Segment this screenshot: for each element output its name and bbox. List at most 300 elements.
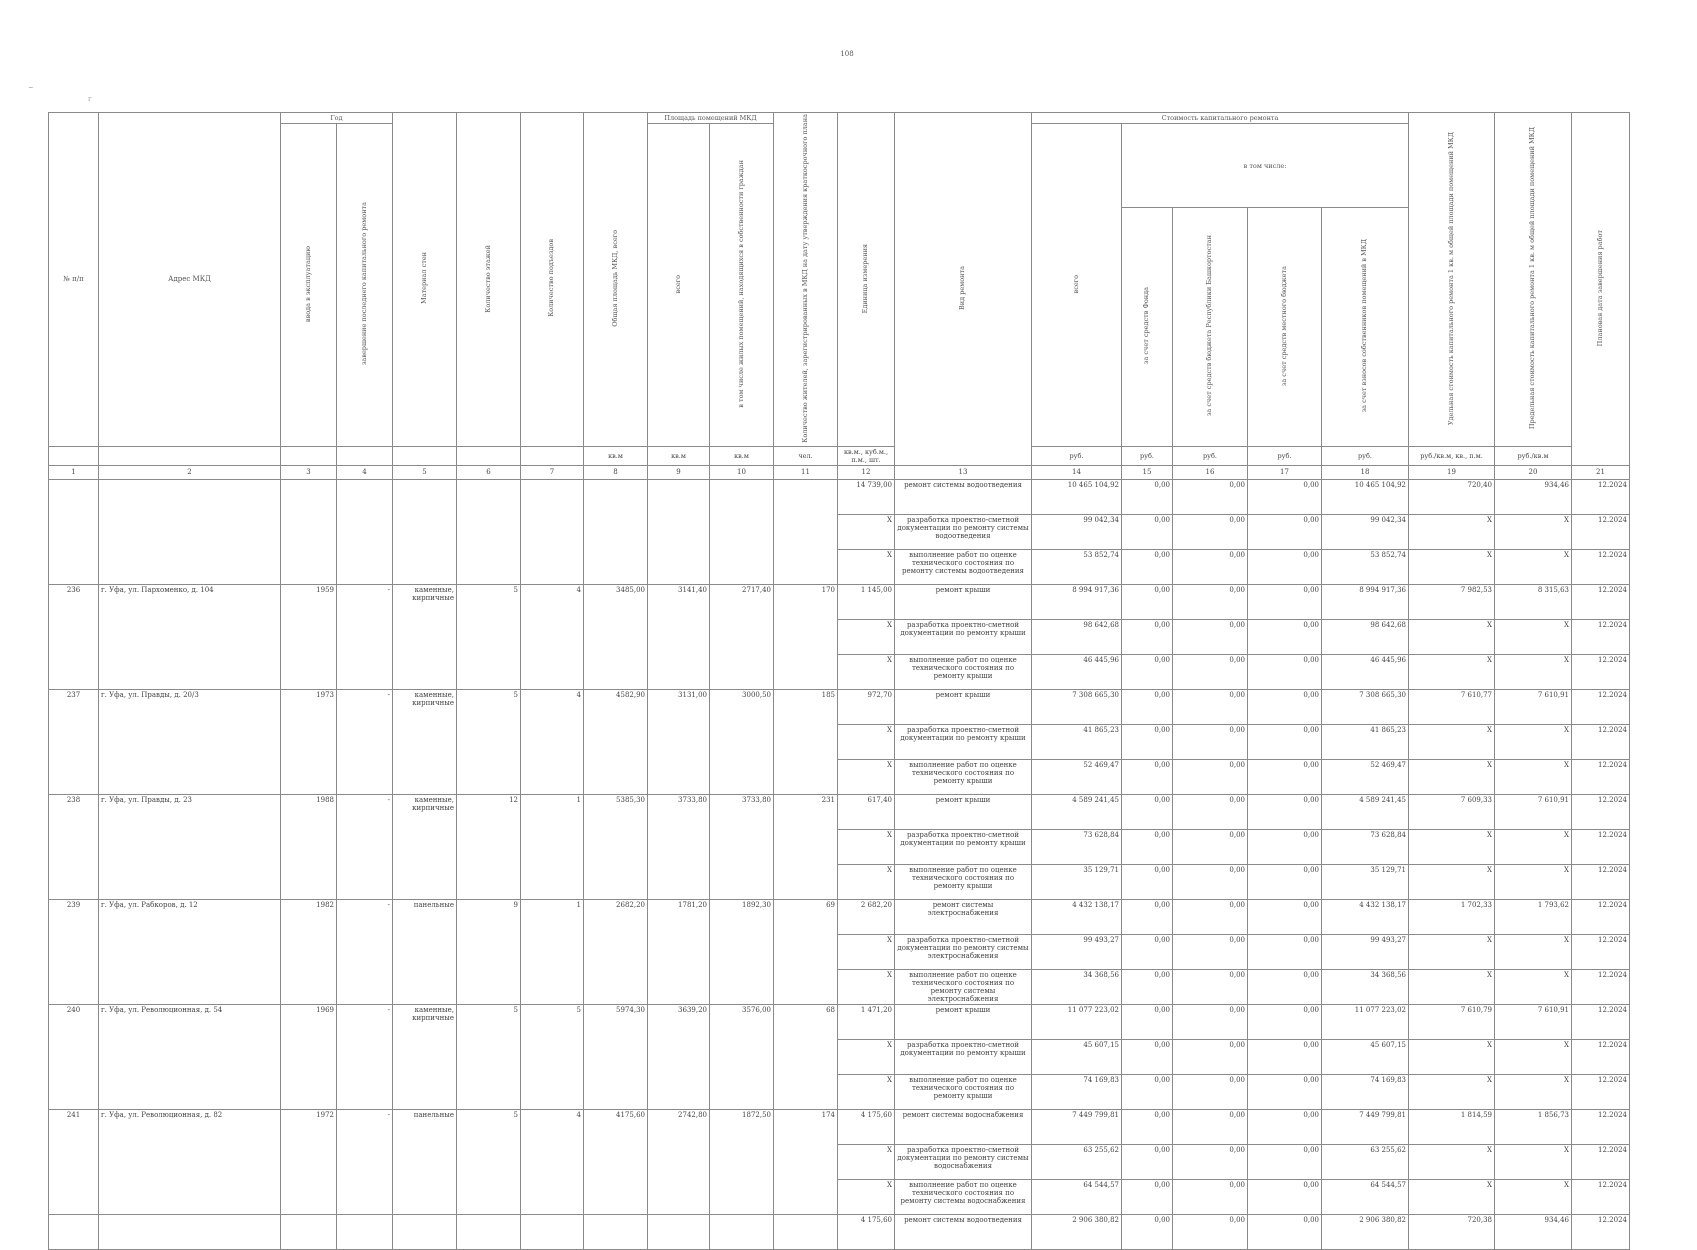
date-cell: 12.2024 — [1572, 1109, 1630, 1144]
living-cell: 1872,50 — [710, 1109, 774, 1214]
fund-cost-cell: 0,00 — [1122, 864, 1173, 899]
unit-value-cell: X — [838, 619, 895, 654]
limit-cost-cell: 7 610,91 — [1495, 794, 1572, 829]
rb-cost-cell: 0,00 — [1173, 794, 1248, 829]
owners-cost-cell: 35 129,71 — [1322, 864, 1409, 899]
last-repair-cell: - — [337, 584, 393, 689]
date-cell: 12.2024 — [1572, 1179, 1630, 1214]
local-cost-cell: 0,00 — [1248, 829, 1322, 864]
work-type-cell: ремонт системы водоотведения — [895, 479, 1032, 514]
year-cell: 1969 — [281, 1004, 337, 1109]
rb-cost-cell: 0,00 — [1173, 724, 1248, 759]
residents-cell — [774, 1214, 838, 1249]
total-cost-cell: 11 077 223,02 — [1032, 1004, 1122, 1039]
column-number: 5 — [393, 465, 457, 479]
unit-value-cell: 4 175,60 — [838, 1109, 895, 1144]
rb-cost-cell: 0,00 — [1173, 1109, 1248, 1144]
living-cell: 1892,30 — [710, 899, 774, 1004]
column-number: 8 — [584, 465, 648, 479]
entrances-cell — [521, 479, 584, 584]
date-cell: 12.2024 — [1572, 549, 1630, 584]
year-cell: 1988 — [281, 794, 337, 899]
last-repair-cell: - — [337, 794, 393, 899]
limit-cost-cell: 7 610,91 — [1495, 689, 1572, 724]
unit-cell: руб. — [1122, 446, 1173, 465]
unit-cost-cell: X — [1409, 969, 1495, 1004]
unit-cost-cell: X — [1409, 934, 1495, 969]
total-cost-cell: 4 589 241,45 — [1032, 794, 1122, 829]
date-cell: 12.2024 — [1572, 1074, 1630, 1109]
rb-cost-cell: 0,00 — [1173, 934, 1248, 969]
local-cost-cell: 0,00 — [1248, 1144, 1322, 1179]
header-cost-group: Стоимость капитального ремонта — [1032, 113, 1409, 124]
table-row — [49, 899, 1630, 934]
rb-cost-cell: 0,00 — [1173, 829, 1248, 864]
residents-cell: 170 — [774, 584, 838, 689]
unit-value-cell: X — [838, 934, 895, 969]
date-cell: 12.2024 — [1572, 899, 1630, 934]
fund-cost-cell: 0,00 — [1122, 934, 1173, 969]
unit-value-cell: X — [838, 1179, 895, 1214]
fund-cost-cell: 0,00 — [1122, 479, 1173, 514]
date-cell: 12.2024 — [1572, 724, 1630, 759]
unit-value-cell: X — [838, 1039, 895, 1074]
address-cell: г. Уфа, ул. Пархоменко, д. 104 — [99, 584, 281, 689]
rb-cost-cell: 0,00 — [1173, 1179, 1248, 1214]
total-cost-cell: 99 042,34 — [1032, 514, 1122, 549]
header-unit-cost: Удельная стоимость капитального ремонта 1 кв. м общей площади помещений МКД — [1409, 113, 1495, 447]
limit-cost-cell: X — [1495, 1039, 1572, 1074]
date-cell: 12.2024 — [1572, 759, 1630, 794]
last-repair-cell: - — [337, 899, 393, 1004]
floors-cell: 5 — [457, 584, 521, 689]
rb-cost-cell: 0,00 — [1173, 1074, 1248, 1109]
unit-cell: руб. — [1032, 446, 1122, 465]
walls-cell — [393, 1214, 457, 1249]
unit-value-cell: X — [838, 1074, 895, 1109]
unit-cost-cell: 720,40 — [1409, 479, 1495, 514]
walls-cell: каменные, кирпичные — [393, 689, 457, 794]
unit-cost-cell: 7 609,33 — [1409, 794, 1495, 829]
rb-cost-cell: 0,00 — [1173, 514, 1248, 549]
total-cost-cell: 4 432 138,17 — [1032, 899, 1122, 934]
living-cell — [710, 479, 774, 584]
unit-cell: чел. — [774, 446, 838, 465]
owners-cost-cell: 53 852,74 — [1322, 549, 1409, 584]
walls-cell — [393, 479, 457, 584]
rb-cost-cell: 0,00 — [1173, 584, 1248, 619]
area-cell: 4582,90 — [584, 689, 648, 794]
table-row — [49, 1004, 1630, 1039]
rb-cost-cell: 0,00 — [1173, 864, 1248, 899]
work-type-cell: выполнение работ по оценке технического состояния по ремонту крыши — [895, 864, 1032, 899]
floors-cell: 5 — [457, 1004, 521, 1109]
owners-cost-cell: 45 607,15 — [1322, 1039, 1409, 1074]
last-repair-cell — [337, 1214, 393, 1249]
owners-cost-cell: 8 994 917,36 — [1322, 584, 1409, 619]
work-type-cell: выполнение работ по оценке технического состояния по ремонту крыши — [895, 759, 1032, 794]
local-cost-cell: 0,00 — [1248, 514, 1322, 549]
total-cost-cell: 10 465 104,92 — [1032, 479, 1122, 514]
year-cell — [281, 1214, 337, 1249]
local-cost-cell: 0,00 — [1248, 1179, 1322, 1214]
header-local-budget: за счет средств местного бюджета — [1248, 208, 1322, 447]
residents-cell: 174 — [774, 1109, 838, 1214]
column-number: 3 — [281, 465, 337, 479]
owners-cost-cell: 74 169,83 — [1322, 1074, 1409, 1109]
unit-cell: руб. — [1173, 446, 1248, 465]
unit-cost-cell: X — [1409, 514, 1495, 549]
date-cell: 12.2024 — [1572, 1214, 1630, 1249]
fund-cost-cell: 0,00 — [1122, 759, 1173, 794]
row-number — [49, 1214, 99, 1249]
header-cost-including: в том числе: — [1122, 124, 1409, 208]
last-repair-cell: - — [337, 689, 393, 794]
total-cost-cell: 7 449 799,81 — [1032, 1109, 1122, 1144]
date-cell: 12.2024 — [1572, 864, 1630, 899]
column-number: 10 — [710, 465, 774, 479]
rb-cost-cell: 0,00 — [1173, 1004, 1248, 1039]
last-repair-cell — [337, 479, 393, 584]
owners-cost-cell: 7 449 799,81 — [1322, 1109, 1409, 1144]
owners-cost-cell: 4 589 241,45 — [1322, 794, 1409, 829]
unit-value-cell: 4 175,60 — [838, 1214, 895, 1249]
floors-cell: 5 — [457, 689, 521, 794]
address-cell — [99, 479, 281, 584]
address-cell: г. Уфа, ул. Рабкоров, д. 12 — [99, 899, 281, 1004]
unit-cell: кв.м., куб.м., п.м., шт. — [838, 446, 895, 465]
owners-cost-cell: 4 432 138,17 — [1322, 899, 1409, 934]
limit-cost-cell: X — [1495, 619, 1572, 654]
local-cost-cell: 0,00 — [1248, 584, 1322, 619]
header-cost-total: всего — [1032, 124, 1122, 447]
work-type-cell: ремонт крыши — [895, 794, 1032, 829]
local-cost-cell: 0,00 — [1248, 654, 1322, 689]
entrances-cell: 4 — [521, 1109, 584, 1214]
header-fund: за счет средств Фонда — [1122, 208, 1173, 447]
work-type-cell: ремонт крыши — [895, 689, 1032, 724]
row-number — [49, 479, 99, 584]
owners-cost-cell: 63 255,62 — [1322, 1144, 1409, 1179]
limit-cost-cell: X — [1495, 724, 1572, 759]
unit-cost-cell: X — [1409, 829, 1495, 864]
local-cost-cell: 0,00 — [1248, 1109, 1322, 1144]
floors-cell — [457, 479, 521, 584]
work-type-cell: выполнение работ по оценке технического состояния по ремонту крыши — [895, 654, 1032, 689]
total-cost-cell: 74 169,83 — [1032, 1074, 1122, 1109]
area-cell: 4175,60 — [584, 1109, 648, 1214]
local-cost-cell: 0,00 — [1248, 549, 1322, 584]
header-area-group: Площадь помещений МКД — [648, 113, 774, 124]
capital-repair-table-sheet — [48, 112, 1630, 1250]
local-cost-cell: 0,00 — [1248, 794, 1322, 829]
work-type-cell: ремонт крыши — [895, 1004, 1032, 1039]
unit-value-cell: X — [838, 829, 895, 864]
owners-cost-cell: 98 642,68 — [1322, 619, 1409, 654]
table-row — [49, 479, 1630, 514]
entrances-cell: 4 — [521, 689, 584, 794]
rb-cost-cell: 0,00 — [1173, 654, 1248, 689]
row-number: 238 — [49, 794, 99, 899]
local-cost-cell: 0,00 — [1248, 689, 1322, 724]
fund-cost-cell: 0,00 — [1122, 584, 1173, 619]
date-cell: 12.2024 — [1572, 514, 1630, 549]
area-cell: 3485,00 — [584, 584, 648, 689]
rb-cost-cell: 0,00 — [1173, 549, 1248, 584]
fund-cost-cell: 0,00 — [1122, 1039, 1173, 1074]
limit-cost-cell: X — [1495, 829, 1572, 864]
local-cost-cell: 0,00 — [1248, 1004, 1322, 1039]
date-cell: 12.2024 — [1572, 584, 1630, 619]
column-number: 4 — [337, 465, 393, 479]
fund-cost-cell: 0,00 — [1122, 514, 1173, 549]
unit-cost-cell: X — [1409, 759, 1495, 794]
table-row — [49, 584, 1630, 619]
unit-cost-cell: X — [1409, 654, 1495, 689]
unit-cost-cell: X — [1409, 619, 1495, 654]
header-limit-cost: Предельная стоимость капитального ремонта 1 кв. м общей площади помещений МКД — [1495, 113, 1572, 447]
header-work-type: Вид ремонта — [895, 113, 1032, 466]
fund-cost-cell: 0,00 — [1122, 549, 1173, 584]
row-number: 241 — [49, 1109, 99, 1214]
column-number: 17 — [1248, 465, 1322, 479]
total-cost-cell: 99 493,27 — [1032, 934, 1122, 969]
column-number: 7 — [521, 465, 584, 479]
fund-cost-cell: 0,00 — [1122, 969, 1173, 1004]
living-cell — [710, 1214, 774, 1249]
address-cell: г. Уфа, ул. Правды, д. 20/3 — [99, 689, 281, 794]
column-number: 2 — [99, 465, 281, 479]
column-number: 13 — [895, 465, 1032, 479]
owners-cost-cell: 11 077 223,02 — [1322, 1004, 1409, 1039]
unit-value-cell: X — [838, 969, 895, 1004]
total-cost-cell: 35 129,71 — [1032, 864, 1122, 899]
fund-cost-cell: 0,00 — [1122, 899, 1173, 934]
table-row — [49, 794, 1630, 829]
unit-value-cell: X — [838, 864, 895, 899]
rb-cost-cell: 0,00 — [1173, 759, 1248, 794]
year-cell: 1972 — [281, 1109, 337, 1214]
owners-cost-cell: 46 445,96 — [1322, 654, 1409, 689]
living-cell: 2717,40 — [710, 584, 774, 689]
owners-cost-cell: 10 465 104,92 — [1322, 479, 1409, 514]
total-cost-cell: 98 642,68 — [1032, 619, 1122, 654]
local-cost-cell: 0,00 — [1248, 1039, 1322, 1074]
limit-cost-cell: X — [1495, 864, 1572, 899]
total-cost-cell: 64 544,57 — [1032, 1179, 1122, 1214]
limit-cost-cell: 934,46 — [1495, 1214, 1572, 1249]
area-cell: 2682,20 — [584, 899, 648, 1004]
table-row — [49, 1109, 1630, 1144]
column-number: 11 — [774, 465, 838, 479]
date-cell: 12.2024 — [1572, 934, 1630, 969]
header-address: Адрес МКД — [99, 113, 281, 447]
header-entrances: Количество подъездов — [521, 113, 584, 447]
year-cell — [281, 479, 337, 584]
header-no: № п/п — [49, 113, 99, 447]
work-type-cell: выполнение работ по оценке технического состояния по ремонту крыши — [895, 1074, 1032, 1109]
margin-mark: r — [88, 95, 92, 103]
year-cell: 1982 — [281, 899, 337, 1004]
local-cost-cell: 0,00 — [1248, 619, 1322, 654]
unit-cell: руб. — [1248, 446, 1322, 465]
floors-cell: 9 — [457, 899, 521, 1004]
total-cost-cell: 53 852,74 — [1032, 549, 1122, 584]
owners-cost-cell: 99 493,27 — [1322, 934, 1409, 969]
area-cell — [584, 1214, 648, 1249]
limit-cost-cell: X — [1495, 1144, 1572, 1179]
unit-cell: кв.м — [648, 446, 710, 465]
year-cell: 1973 — [281, 689, 337, 794]
rb-cost-cell: 0,00 — [1173, 1144, 1248, 1179]
header-residents: Количество жителей, зарегистрированных в МКД на дату утверждения краткосрочного плана — [774, 113, 838, 447]
row-number: 236 — [49, 584, 99, 689]
header-unit: Единица измерения — [838, 113, 895, 447]
column-number: 16 — [1173, 465, 1248, 479]
column-number: 9 — [648, 465, 710, 479]
column-number: 6 — [457, 465, 521, 479]
column-number: 18 — [1322, 465, 1409, 479]
row-number: 237 — [49, 689, 99, 794]
floors-cell — [457, 1214, 521, 1249]
rb-cost-cell: 0,00 — [1173, 689, 1248, 724]
unit-cost-cell: 1 702,33 — [1409, 899, 1495, 934]
work-type-cell: разработка проектно-сметной документации по ремонту системы электроснабжения — [895, 934, 1032, 969]
owners-cost-cell: 2 906 380,82 — [1322, 1214, 1409, 1249]
year-cell: 1959 — [281, 584, 337, 689]
unit-cost-cell: 7 982,53 — [1409, 584, 1495, 619]
total-cost-cell: 73 628,84 — [1032, 829, 1122, 864]
unit-cost-cell: X — [1409, 1179, 1495, 1214]
limit-cost-cell: X — [1495, 549, 1572, 584]
limit-cost-cell: X — [1495, 654, 1572, 689]
local-cost-cell: 0,00 — [1248, 899, 1322, 934]
total-cost-cell: 52 469,47 — [1032, 759, 1122, 794]
fund-cost-cell: 0,00 — [1122, 829, 1173, 864]
unit-cell: кв.м — [584, 446, 648, 465]
area-cell: 5385,30 — [584, 794, 648, 899]
work-type-cell: выполнение работ по оценке технического состояния по ремонту системы водоотведения — [895, 549, 1032, 584]
date-cell: 12.2024 — [1572, 794, 1630, 829]
premises-cell — [648, 1214, 710, 1249]
header-floors: Количество этажей — [457, 113, 521, 447]
rb-cost-cell: 0,00 — [1173, 1214, 1248, 1249]
date-cell: 12.2024 — [1572, 969, 1630, 1004]
address-cell: г. Уфа, ул. Революционная, д. 82 — [99, 1109, 281, 1214]
column-number: 14 — [1032, 465, 1122, 479]
unit-cost-cell: X — [1409, 724, 1495, 759]
header-living-owned: в том числе жилых помещений, находящихся в собственности граждан — [710, 124, 774, 447]
rb-cost-cell: 0,00 — [1173, 1039, 1248, 1074]
date-cell: 12.2024 — [1572, 1144, 1630, 1179]
unit-cost-cell: X — [1409, 549, 1495, 584]
fund-cost-cell: 0,00 — [1122, 619, 1173, 654]
limit-cost-cell: X — [1495, 1074, 1572, 1109]
total-cost-cell: 2 906 380,82 — [1032, 1214, 1122, 1249]
fund-cost-cell: 0,00 — [1122, 1144, 1173, 1179]
fund-cost-cell: 0,00 — [1122, 1074, 1173, 1109]
floors-cell: 5 — [457, 1109, 521, 1214]
row-number: 239 — [49, 899, 99, 1004]
unit-value-cell: X — [838, 654, 895, 689]
column-number: 20 — [1495, 465, 1572, 479]
total-cost-cell: 7 308 665,30 — [1032, 689, 1122, 724]
residents-cell — [774, 479, 838, 584]
unit-cost-cell: X — [1409, 864, 1495, 899]
premises-cell: 2742,80 — [648, 1109, 710, 1214]
unit-value-cell: 14 739,00 — [838, 479, 895, 514]
column-number: 19 — [1409, 465, 1495, 479]
last-repair-cell: - — [337, 1109, 393, 1214]
unit-cost-cell: X — [1409, 1039, 1495, 1074]
premises-cell: 3141,40 — [648, 584, 710, 689]
limit-cost-cell: X — [1495, 969, 1572, 1004]
address-cell: г. Уфа, ул. Правды, д. 23 — [99, 794, 281, 899]
work-type-cell: разработка проектно-сметной документации по ремонту системы водоснабжения — [895, 1144, 1032, 1179]
header-last-repair: завершение последнего капитального ремонта — [337, 124, 393, 447]
header-planned-date: Плановая дата завершения работ — [1572, 113, 1630, 466]
fund-cost-cell: 0,00 — [1122, 654, 1173, 689]
limit-cost-cell: 8 315,63 — [1495, 584, 1572, 619]
local-cost-cell: 0,00 — [1248, 969, 1322, 1004]
work-type-cell: разработка проектно-сметной документации по ремонту крыши — [895, 1039, 1032, 1074]
limit-cost-cell: X — [1495, 1179, 1572, 1214]
entrances-cell: 5 — [521, 1004, 584, 1109]
walls-cell: каменные, кирпичные — [393, 1004, 457, 1109]
header-walls: Материал стен — [393, 113, 457, 447]
premises-cell — [648, 479, 710, 584]
header-total-area: Общая площадь МКД, всего — [584, 113, 648, 447]
header-rb-budget: за счет средств бюджета Республики Башкортостан — [1173, 208, 1248, 447]
date-cell: 12.2024 — [1572, 689, 1630, 724]
premises-cell: 3131,00 — [648, 689, 710, 794]
owners-cost-cell: 52 469,47 — [1322, 759, 1409, 794]
header-owners: за счет взносов собственников помещений в МКД — [1322, 208, 1409, 447]
header-commissioning: ввода в эксплуатацию — [281, 124, 337, 447]
residents-cell: 69 — [774, 899, 838, 1004]
premises-cell: 1781,20 — [648, 899, 710, 1004]
fund-cost-cell: 0,00 — [1122, 1109, 1173, 1144]
last-repair-cell: - — [337, 1004, 393, 1109]
fund-cost-cell: 0,00 — [1122, 1214, 1173, 1249]
unit-value-cell: 972,70 — [838, 689, 895, 724]
column-number: 1 — [49, 465, 99, 479]
unit-value-cell: 1 471,20 — [838, 1004, 895, 1039]
table-row — [49, 1214, 1630, 1249]
entrances-cell: 4 — [521, 584, 584, 689]
rb-cost-cell: 0,00 — [1173, 479, 1248, 514]
walls-cell: панельные — [393, 1109, 457, 1214]
date-cell: 12.2024 — [1572, 654, 1630, 689]
work-type-cell: выполнение работ по оценке технического состояния по ремонту системы водоснабжения — [895, 1179, 1032, 1214]
work-type-cell: ремонт системы водоотведения — [895, 1214, 1032, 1249]
page-number: 108 — [840, 50, 854, 58]
work-type-cell: ремонт системы водоснабжения — [895, 1109, 1032, 1144]
work-type-cell: ремонт крыши — [895, 584, 1032, 619]
work-type-cell: выполнение работ по оценке технического состояния по ремонту системы электроснабжения — [895, 969, 1032, 1004]
owners-cost-cell: 34 368,56 — [1322, 969, 1409, 1004]
unit-cell: руб. — [1322, 446, 1409, 465]
address-cell: г. Уфа, ул. Революционная, д. 54 — [99, 1004, 281, 1109]
limit-cost-cell: 1 856,73 — [1495, 1109, 1572, 1144]
owners-cost-cell: 64 544,57 — [1322, 1179, 1409, 1214]
column-number: 21 — [1572, 465, 1630, 479]
capital-repair-table — [48, 112, 1630, 1250]
walls-cell: каменные, кирпичные — [393, 794, 457, 899]
unit-cost-cell: 1 814,59 — [1409, 1109, 1495, 1144]
entrances-cell: 1 — [521, 899, 584, 1004]
date-cell: 12.2024 — [1572, 1004, 1630, 1039]
